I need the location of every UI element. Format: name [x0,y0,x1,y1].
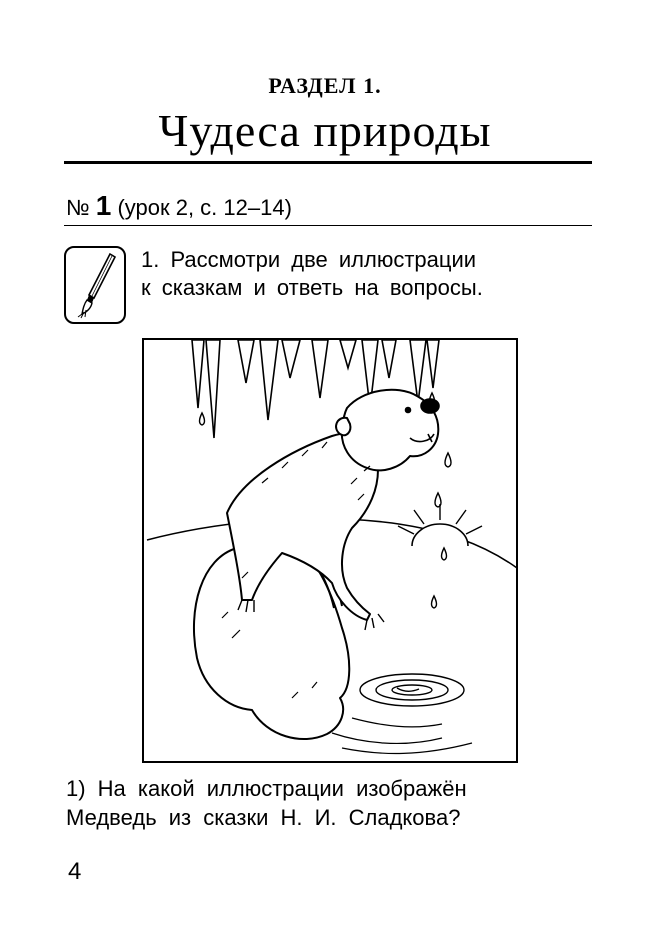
title-divider [64,161,592,164]
instruction-line-2: к сказкам и ответь на вопросы. [141,275,483,300]
section-label: РАЗДЕЛ 1. [268,73,382,98]
task-header [66,190,292,222]
question-line-1: 1) На какой иллюстрации изображён [66,776,467,801]
paintbrush-icon [66,248,124,322]
task-number: 1 [95,190,112,221]
task-lesson-ref: (урок 2, с. 12–14) [117,195,292,220]
page-title: Чудеса природы [158,105,492,156]
instruction-line-1: 1. Рассмотри две иллюстрации [141,247,477,272]
task-number-sign: № [66,195,90,220]
bear-illustration [142,338,518,763]
paintbrush-icon-box [64,246,126,324]
page-number: 4 [68,858,82,885]
question-line-2: Медведь из сказки Н. И. Сладкова? [66,805,461,830]
task-divider [64,225,592,226]
